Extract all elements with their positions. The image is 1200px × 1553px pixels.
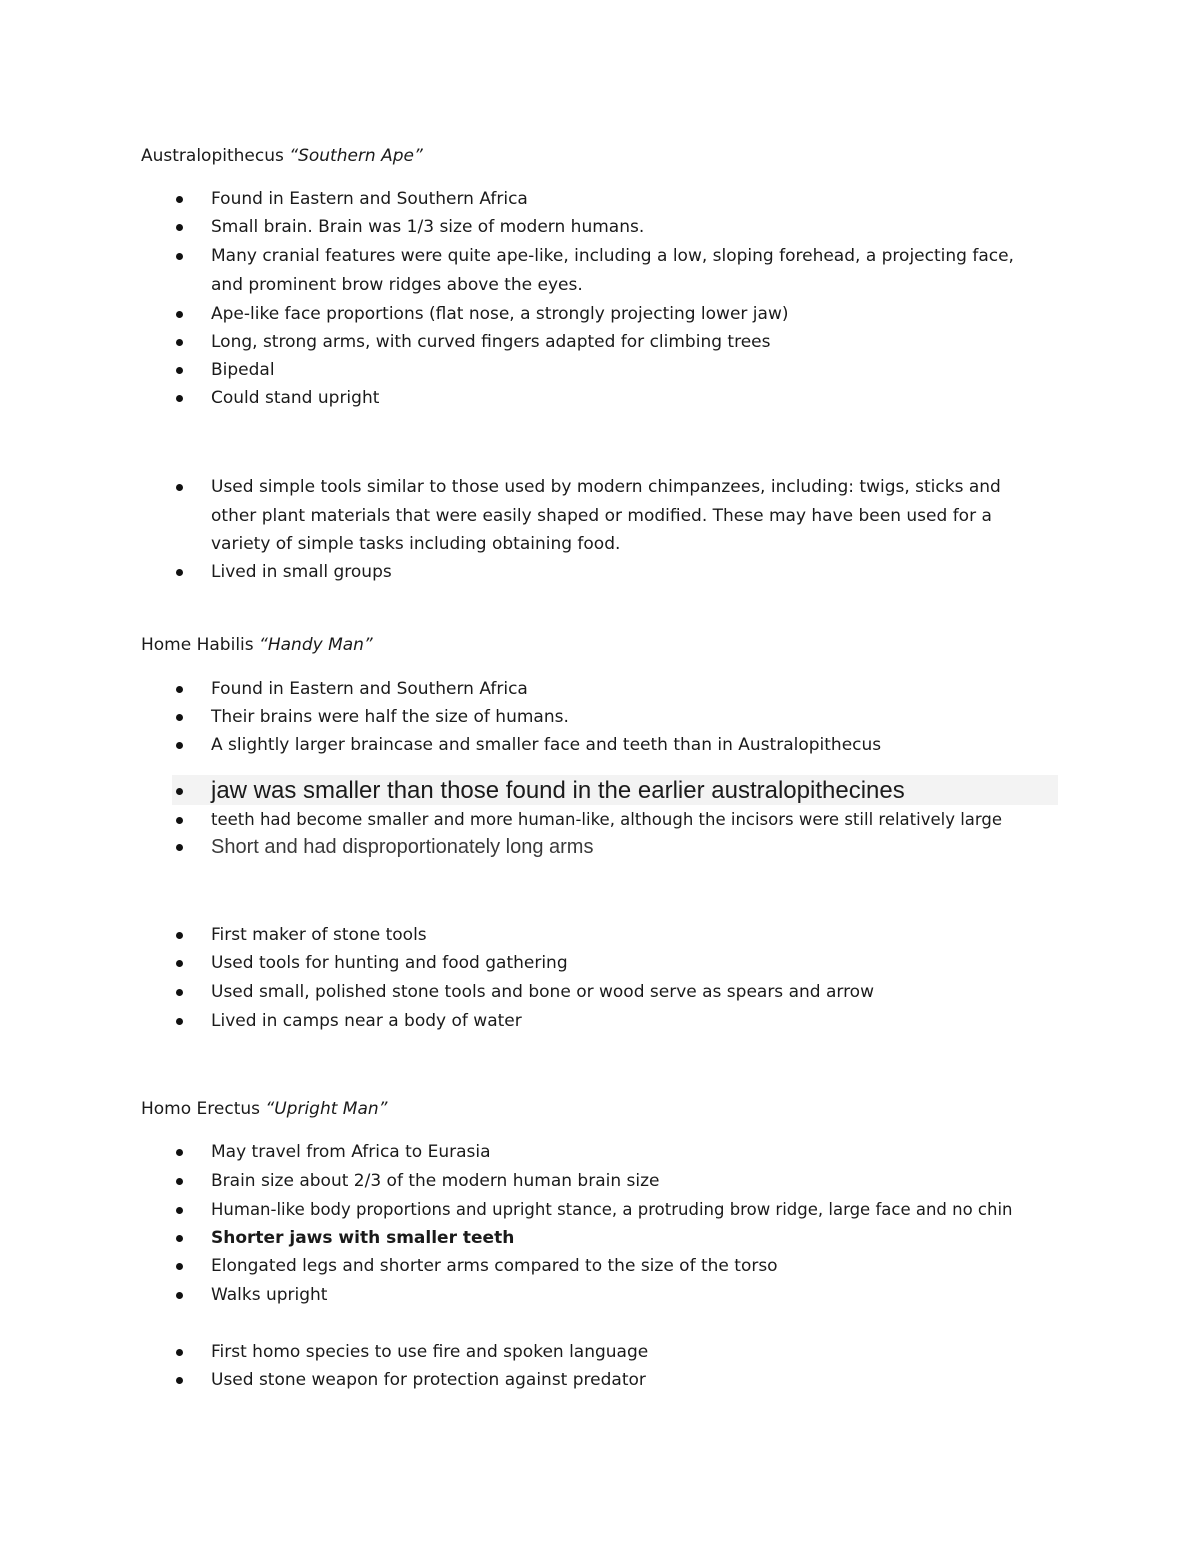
list-item: Small brain. Brain was 1/3 size of modern humans. — [211, 213, 1071, 242]
list-item: Used simple tools similar to those used by modern chimpanzees, including: twigs, sticks and other plant materials that were easily shaped or modified. These may have been used for a variety of simple tasks including obtaining food. — [211, 473, 1031, 559]
section-nickname: “Southern Ape” — [289, 146, 423, 166]
section-nickname: “Handy Man” — [259, 635, 373, 655]
list-item: Many cranial features were quite ape-like, including a low, sloping forehead, a projecting face, and prominent brow ridges above the eyes. — [211, 242, 1051, 299]
list-item: A slightly larger braincase and smaller face and teeth than in Australopithecus — [211, 731, 1071, 760]
section-heading-homo-erectus — [141, 1098, 387, 1120]
list-item: teeth had become smaller and more human-like, although the incisors were still relatively large — [211, 806, 1071, 835]
list-item: Ape-like face proportions (flat nose, a strongly projecting lower jaw) — [211, 300, 1071, 329]
list-item: Lived in camps near a body of water — [211, 1007, 1071, 1036]
list-item: Short and had disproportionately long arms — [211, 833, 1071, 861]
list-item: Bipedal — [211, 356, 1071, 385]
list-item: Long, strong arms, with curved fingers adapted for climbing trees — [211, 328, 1071, 357]
list-item: Their brains were half the size of humans. — [211, 703, 1071, 732]
list-item: jaw was smaller than those found in the earlier australopithecines — [211, 776, 1071, 806]
section-name: Homo Erectus — [141, 1099, 261, 1119]
list-item: Could stand upright — [211, 384, 1071, 413]
list-item: Elongated legs and shorter arms compared to the size of the torso — [211, 1252, 1071, 1281]
list-item: First maker of stone tools — [211, 921, 1071, 950]
section-heading-home-habilis — [141, 634, 373, 656]
list-item: Lived in small groups — [211, 558, 1071, 587]
section-heading-australopithecus — [141, 145, 423, 167]
list-item: Human-like body proportions and upright stance, a protruding brow ridge, large face and no chin — [211, 1196, 1071, 1225]
list-item: Used small, polished stone tools and bone or wood serve as spears and arrow — [211, 978, 1071, 1007]
list-item: Used stone weapon for protection against predator — [211, 1366, 1071, 1395]
list-item: Brain size about 2/3 of the modern human brain size — [211, 1167, 1071, 1196]
list-item: Shorter jaws with smaller teeth — [211, 1224, 1071, 1253]
list-item: Used tools for hunting and food gathering — [211, 949, 1071, 978]
section-nickname: “Upright Man” — [265, 1099, 388, 1119]
section-name: Home Habilis — [141, 635, 254, 655]
section-name: Australopithecus — [141, 146, 284, 166]
list-item: Found in Eastern and Southern Africa — [211, 675, 1071, 704]
list-item: May travel from Africa to Eurasia — [211, 1138, 1071, 1167]
list-item: Walks upright — [211, 1281, 1071, 1310]
list-item: First homo species to use fire and spoken language — [211, 1338, 1071, 1367]
list-item: Found in Eastern and Southern Africa — [211, 185, 1071, 214]
